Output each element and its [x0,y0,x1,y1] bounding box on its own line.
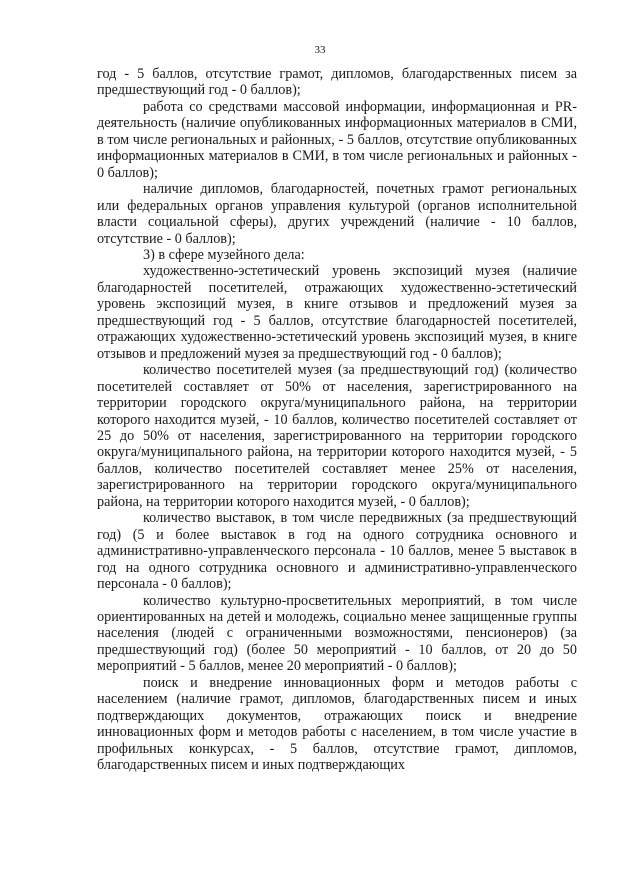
paragraph-innovations: поиск и внедрение инновационных форм и методов работы с населением (наличие грамот, дипломов, благодарственных писем и иных подтверждающих документов, отражающих поиск и внедрение инновационных форм и методов работы с населением, в том числе участие в профильных конкурсах, - 5 баллов, отсутствие грамот, дипломов, благодарственных писем и иных подтверждающих [97,674,577,774]
page-number: 33 [314,44,326,56]
paragraph-continuation: год - 5 баллов, отсутствие грамот, дипломов, благодарственных писем за предшествующий год - 0 баллов); [97,66,577,99]
paragraph-exhibitions-count: количество выставок, в том числе передвижных (за предшествующий год) (5 и более выставок в год на одного сотрудника основного и административно-управленческого персонала - 10 баллов, менее 5 выставок в год на одного сотрудника основного и административно-управленческого персонала - 0 баллов); [97,510,577,593]
paragraph-diplomas: наличие дипломов, благодарностей, почетных грамот региональных или федеральных органов управления культурой (органов исполнительной власти социальной сферы), других учреждений (наличие - 10 баллов, отсутствие - 0 баллов); [97,181,577,247]
paragraph-museum-heading: 3) в сфере музейного дела: [143,246,305,263]
document-body [97,66,577,773]
paragraph-media-work: работа со средствами массовой информации, информационная и PR-деятельность (наличие опубликованных информационных материалов в СМИ, в том числе региональных и районных, - 5 баллов, отсутствие опубликованных информационных материалов в СМИ, в том числе региональных и районных - 0 баллов); [97,98,577,181]
paragraph-exposition-level: художественно-эстетический уровень экспозиций музея (наличие благодарностей посетителей, отражающих художественно-эстетический уровень экспозиций музея, в книге отзывов и предложений музея за предшествующий год - 5 баллов, отсутствие благодарностей посетителей, отражающих художественно-эстетический уровень экспозиций музея, в книге отзывов и предложений музея за предшествующий год - 0 баллов); [97,263,577,362]
paragraph-events-count: количество культурно-просветительных мероприятий, в том числе ориентированных на детей и молодежь, социально менее защищенные группы населения (людей с ограниченными возможностями, пенсионеров) (за предшествующий год) (более 50 мероприятий - 10 баллов, от 20 до 50 мероприятий - 5 баллов, менее 20 мероприятий - 0 баллов); [97,592,577,675]
paragraph-visitors-count: количество посетителей музея (за предшествующий год) (количество посетителей составляет от 50% от населения, зарегистрированного на территории городского округа/муниципального района, на территории которого находится музей, - 10 баллов, количество посетителей составляет от 25 до 50% от населения, зарегистрированного на территории городского округа/муниципального района, на территории которого находится музей, - 5 баллов, количество посетителей составляет менее 25% от населения, зарегистрированного на территории городского округа/муниципального района, на территории которого находится музей, - 0 баллов); [97,362,577,510]
